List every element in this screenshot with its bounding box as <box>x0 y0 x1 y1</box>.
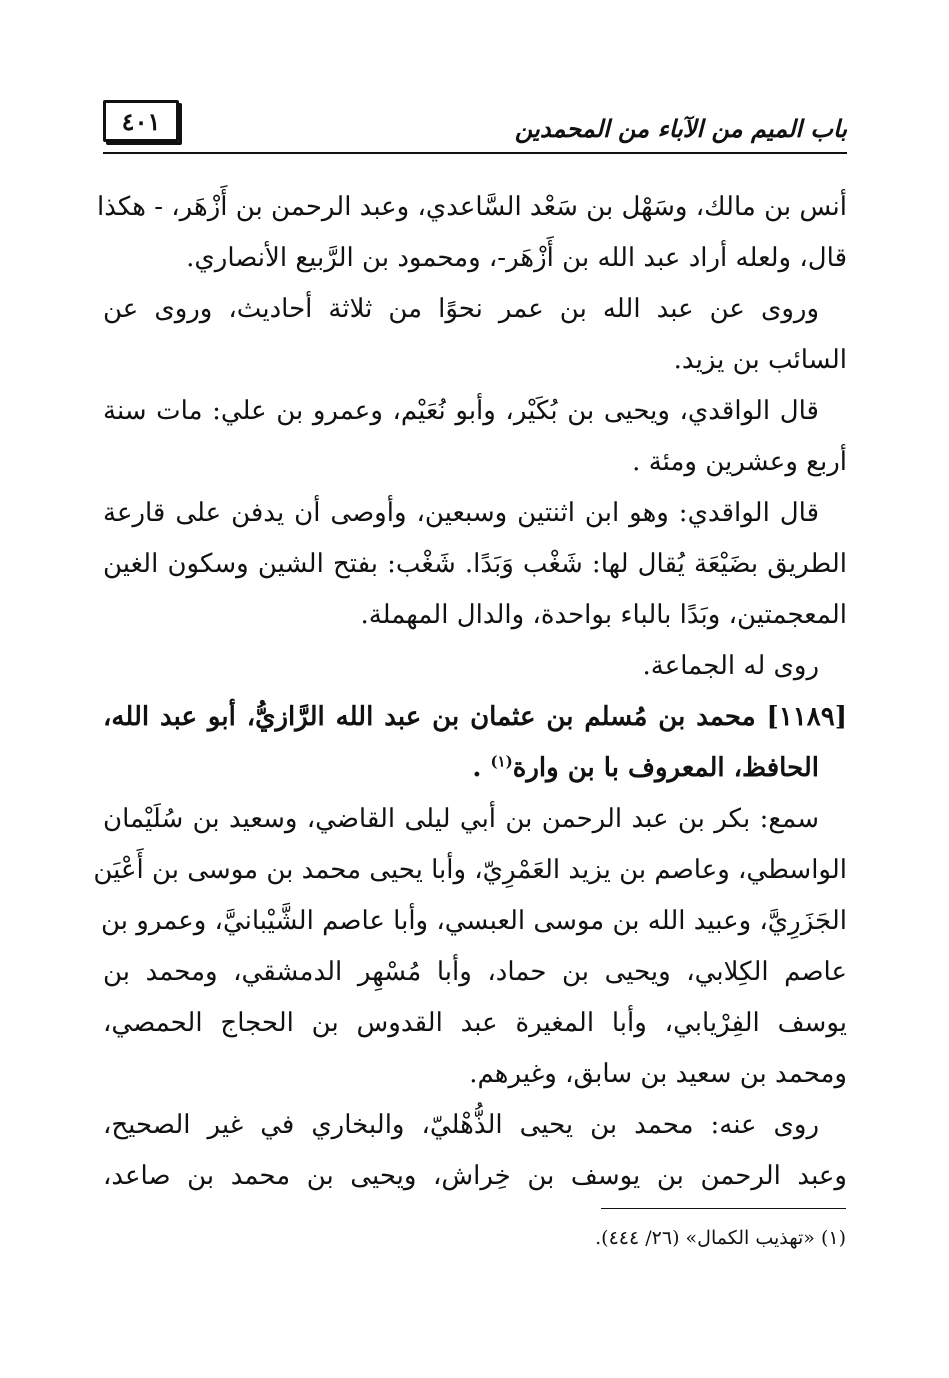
paragraph-narrated-by <box>103 641 847 692</box>
text-line: السائب بن يزيد. <box>673 345 847 375</box>
text-line: قال الواقدي: وهو ابن اثنتين وسبعين، وأوصى أن يدفن على قارعة <box>103 498 819 528</box>
body-text <box>93 182 847 1202</box>
paragraph-narrated-from <box>103 284 847 386</box>
text-line: سمع: بكر بن عبد الرحمن بن أبي ليلى القاضي، وسعيد بن سُلَيْمان <box>103 804 819 834</box>
text-line: وروى عن عبد الله بن عمر نحوًا من ثلاثة أحاديث، وروى عن <box>103 294 819 324</box>
text-line: وعبد الرحمن بن يوسف بن خِراش، ويحيى بن محمد بن صاعد، <box>103 1161 847 1191</box>
text-line: ومحمد بن سعيد بن سابق، وغيرهم. <box>469 1059 847 1089</box>
text-line: عاصم الكِلابي، ويحيى بن حماد، وأبا مُسْهِر الدمشقي، ومحمد بن <box>103 957 847 987</box>
paragraph-burial <box>103 488 847 641</box>
header-rule <box>103 152 847 154</box>
text-line: الطريق بضَيْعَة يُقال لها: شَغْب وَبَدًا. شَغْب: بفتح الشين وسكون الغين <box>103 549 847 579</box>
entry-heading <box>103 692 847 794</box>
footnote-rule <box>601 1208 846 1209</box>
page-number-box <box>103 100 179 142</box>
paragraph-narrators <box>96 182 847 284</box>
entry-heading-line: [١١٨٩] محمد بن مُسلم بن عثمان بن عبد الله الرَّازيُّ، أبو عبد الله، <box>103 702 847 732</box>
footnote-reference[interactable]: (١) <box>490 752 513 771</box>
text-line: أربع وعشرين ومئة . <box>632 447 847 477</box>
entry-heading-text: الحافظ، المعروف با بن وارة <box>512 753 819 783</box>
paragraph-heard-from <box>93 794 847 1100</box>
page-number: ٤٠١ <box>121 106 161 136</box>
text-line: الجَزَرِيَّ، وعبيد الله بن موسى العبسي، وأبا عاصم الشَّيْبانيَّ، وعمرو بن <box>101 906 847 936</box>
footnote: (١) «تهذيب الكمال» (٢٦/ ٤٤٤). <box>595 1227 846 1249</box>
text-line: الواسطي، وعاصم بن يزيد العَمْرِيّ، وأبا يحيى محمد بن موسى بن أَعْيَن <box>93 855 847 885</box>
text-line: المعجمتين، وبَدًا بالباء بواحدة، والدال المهملة. <box>360 600 847 630</box>
text-line: يوسف الفِرْيابي، وأبا المغيرة عبد القدوس بن الحجاج الحمصي، <box>103 1008 847 1038</box>
entry-heading-end: . <box>472 753 482 783</box>
text-line: روى له الجماعة. <box>642 651 819 681</box>
page-header <box>103 96 847 154</box>
text-line: أنس بن مالك، وسَهْل بن سَعْد السَّاعدي، وعبد الرحمن بن أَزْهَر، - هكذا <box>96 192 847 222</box>
paragraph-students <box>103 1100 847 1202</box>
running-title: باب الميم من الآباء من المحمدين <box>514 114 847 143</box>
paragraph-death-date <box>103 386 847 488</box>
text-line: قال، ولعله أراد عبد الله بن أَزْهَر-، ومحمود بن الرَّبيع الأنصاري. <box>186 243 847 273</box>
text-line: قال الواقدي، ويحيى بن بُكَيْر، وأبو نُعَيْم، وعمرو بن علي: مات سنة <box>103 396 819 426</box>
text-line: روى عنه: محمد بن يحيى الذُّهْليّ، والبخاري في غير الصحيح، <box>103 1110 819 1140</box>
entry-heading-line-2 <box>103 743 847 794</box>
